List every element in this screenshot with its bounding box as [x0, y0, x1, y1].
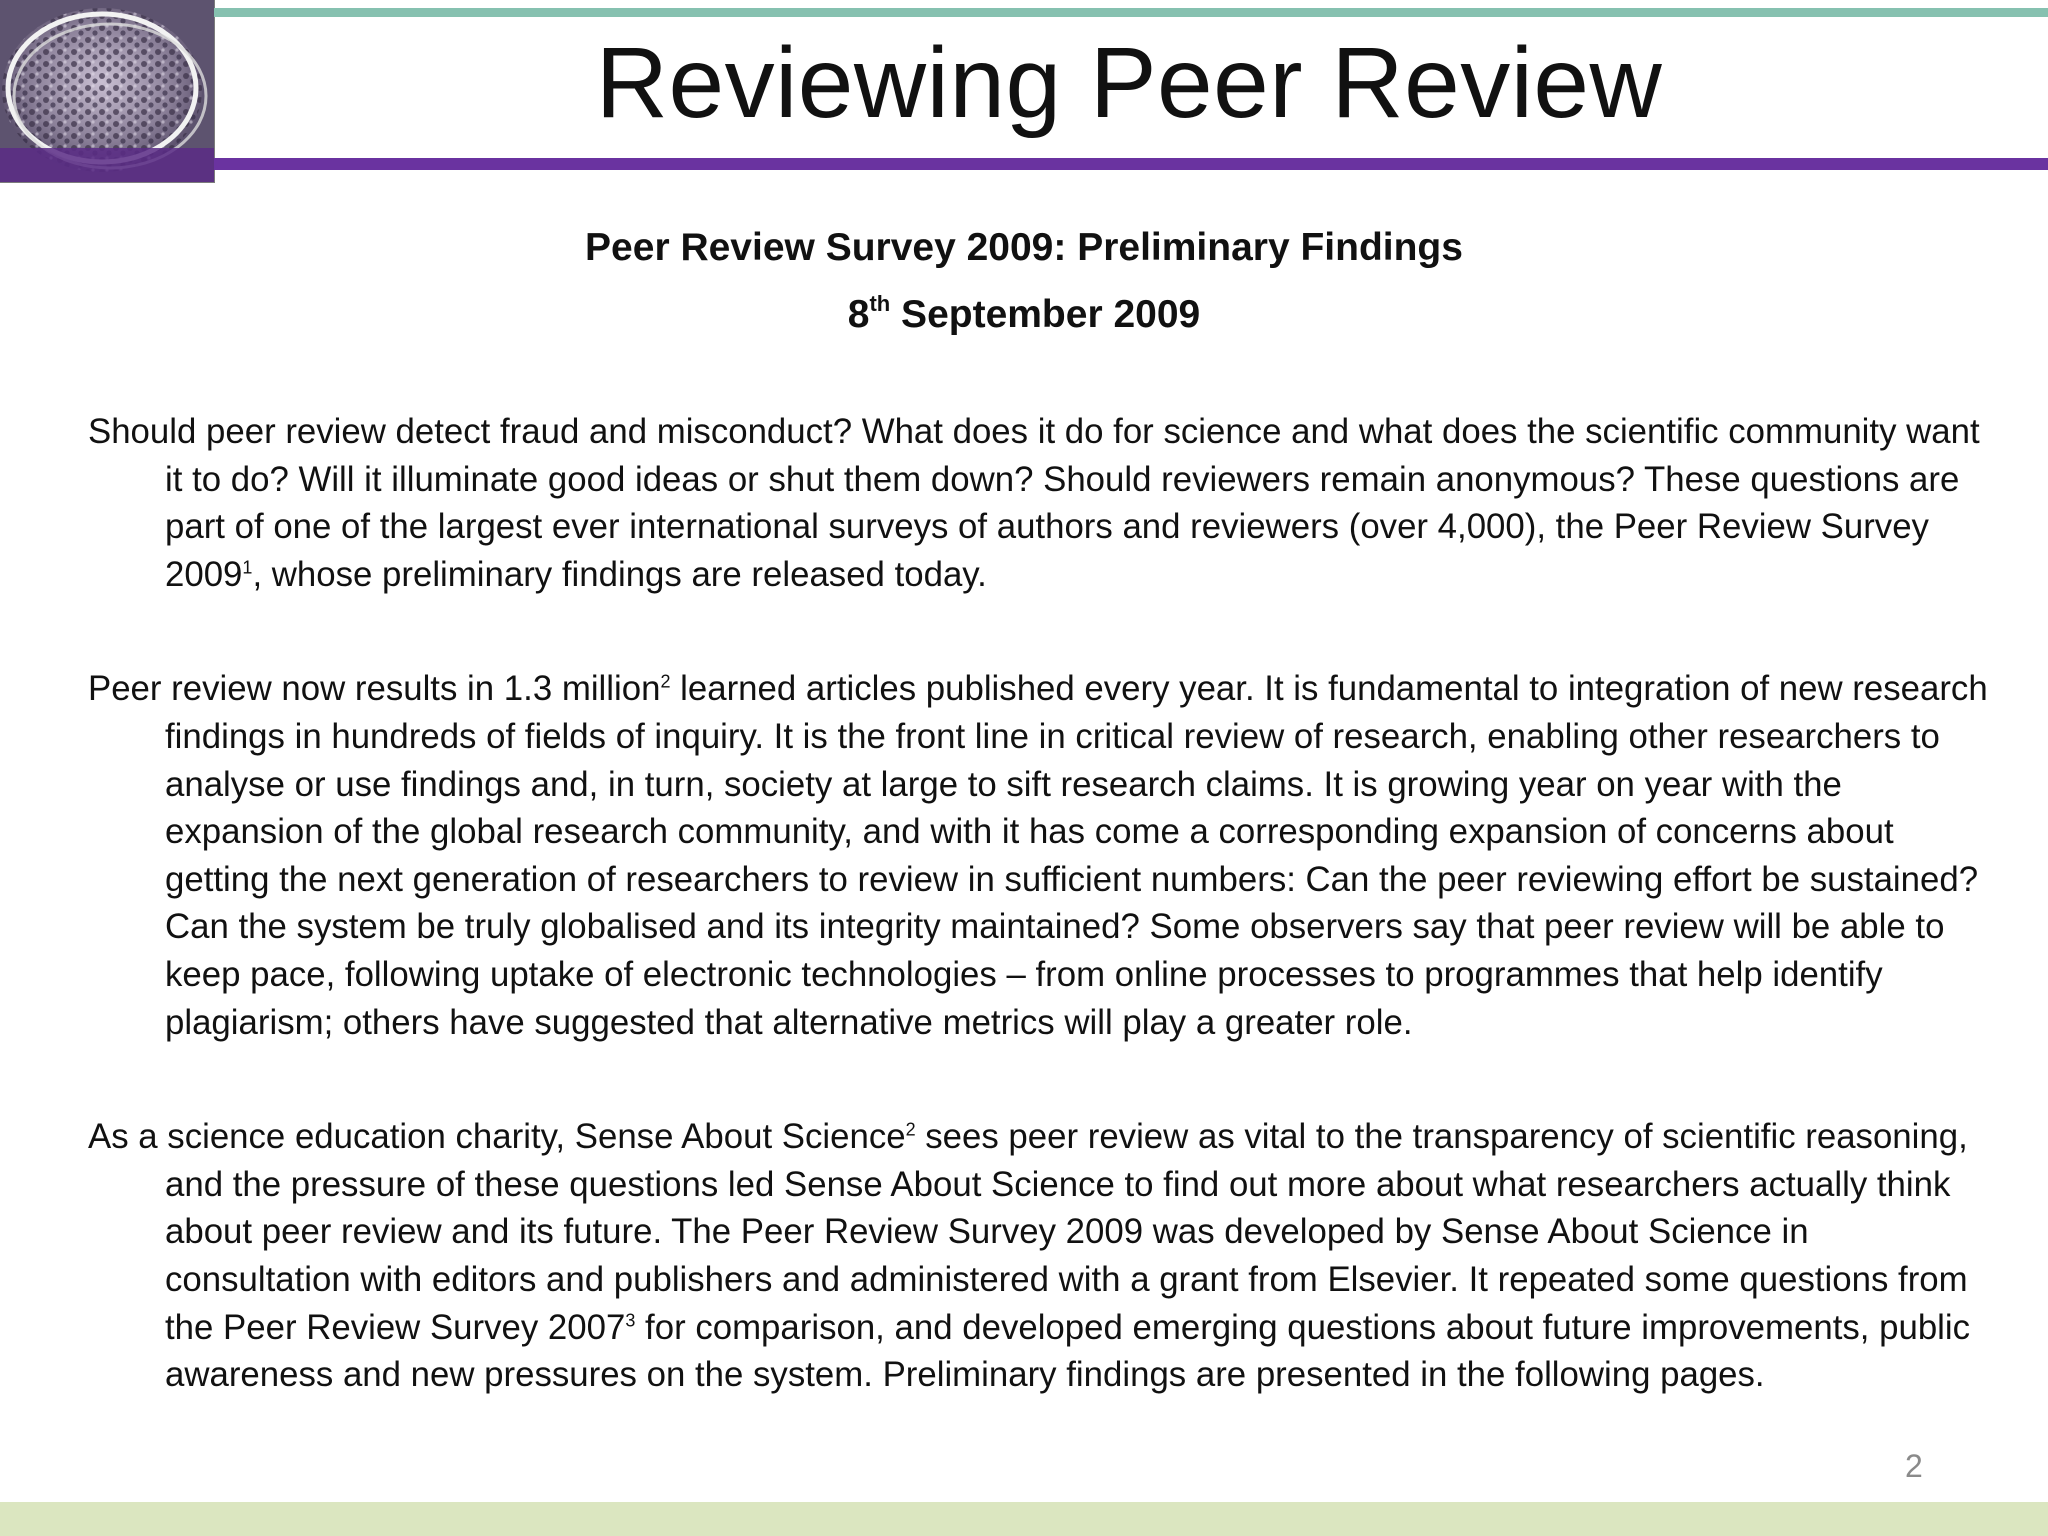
date-rest: September 2009: [890, 293, 1201, 336]
paragraph-text: Should peer review detect fraud and misconduct? What does it do for science and what does the scientific community want it to do? Will it illuminate good ideas or shut them down? Should reviewers remain anonymous? These questions are part of one of the largest ever international surveys of authors and reviewers (over 4,000), the Peer Review Survey 2009: [88, 412, 1980, 594]
footnote-ref: 2: [660, 671, 671, 692]
paragraph-text: , whose preliminary findings are released today.: [252, 554, 987, 594]
paragraph: [88, 1113, 1988, 1399]
paragraph-text: As a science education charity, Sense About Science: [88, 1117, 906, 1157]
page-number: 2: [1905, 1448, 1923, 1484]
footnote-ref: 1: [242, 557, 253, 578]
slide-title: Reviewing Peer Review: [595, 27, 1663, 139]
footnote-ref: 2: [905, 1119, 916, 1140]
paragraph: [88, 665, 1988, 1046]
paragraph-text: learned articles published every year. It is fundamental to integration of new research findings in hundreds of fields of inquiry. It is the front line in critical review of research, enabling other researchers to analyse or use findings and, in turn, society at large to sift research claims. It is growing year on year with the expansion of the global research community, and with it has come a corresponding expansion of concerns about getting the next generation of researchers to review in sufficient numbers: Can the peer reviewing effort be sustained? Can the system be truly globalised and its integrity maintained? Some observers say that peer review will be able to keep pace, following uptake of electronic technologies – from online processes to programmes that help identify plagiarism; others have suggested that alternative metrics will play a greater role.: [165, 669, 1988, 1042]
header-teal-rule: [214, 8, 2048, 17]
crowd-logo-graphic: [0, 0, 214, 182]
footer-band: [0, 1502, 2048, 1536]
crowd-logo-image: [0, 0, 215, 183]
footnote-ref: 3: [625, 1309, 636, 1330]
paragraph-text: for comparison, and developed emerging questions about future improvements, public awareness and new pressures on the system. Preliminary findings are presented in the following pages.: [165, 1307, 1971, 1395]
survey-subtitle: Peer Review Survey 2009: Preliminary Findings: [585, 226, 1463, 269]
slide-body: [88, 408, 1988, 1466]
date-suffix: th: [869, 291, 891, 316]
paragraph-text: sees peer review as vital to the transparency of scientific reasoning, and the pressure of these questions led Sense About Science to find out more about what researchers actually think about peer review and its future. The Peer Review Survey 2009 was developed by Sense About Science in consultation with editors and publishers and administered with a grant from Elsevier. It repeated some questions from the Peer Review Survey 2007: [165, 1117, 1968, 1347]
paragraph: [88, 408, 1988, 598]
header-purple-rule: [214, 158, 2048, 170]
date-day: 8: [847, 293, 870, 336]
survey-date: [0, 293, 2048, 337]
paragraph-text: Peer review now results in 1.3 million: [88, 669, 661, 709]
